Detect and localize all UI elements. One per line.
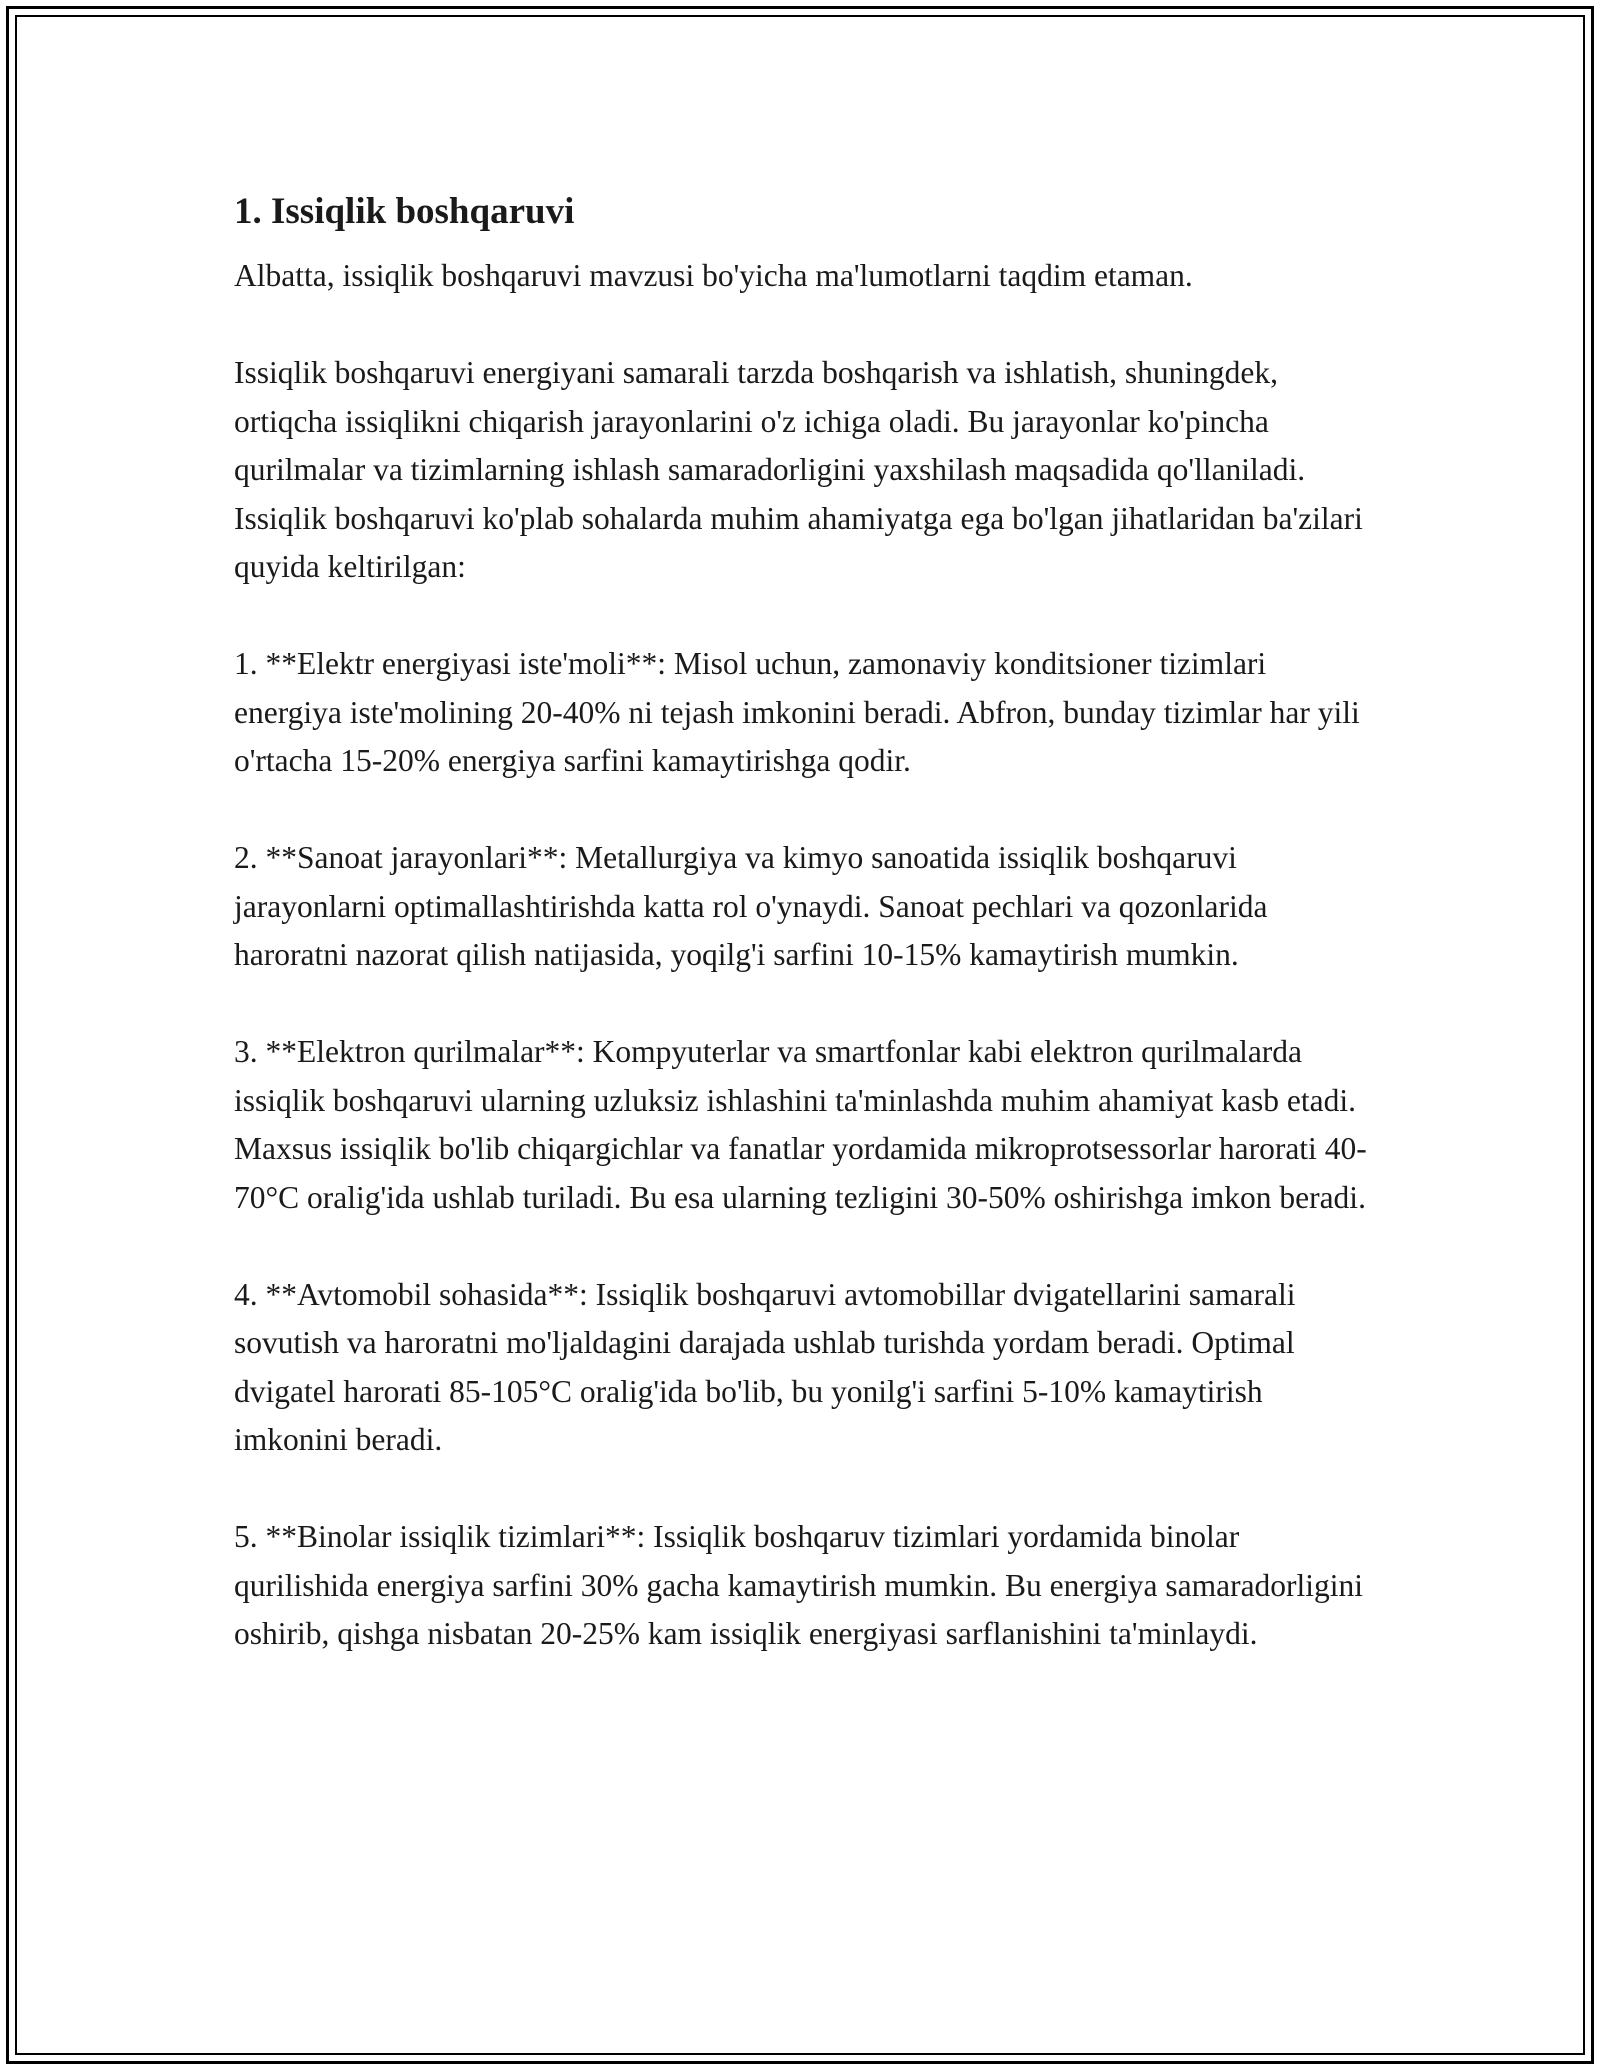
list-item: 3. **Elektron qurilmalar**: Kompyuterlar va smartfonlar kabi elektron qurilmalarda issiqlik boshqaruvi ularning uzluksiz ishlashini ta'minlashda muhim ahamiyat kasb etadi. Maxsus issiqlik bo'lib chiqargichlar va fanatlar yordamida mikroprotsessorlar harorati 40-70°C oralig'ida ushlab turiladi. Bu esa ularning tezligini 30-50% oshirishga imkon beradi.	[234, 1034, 1367, 1215]
document-body	[234, 186, 1374, 1707]
list-item: 1. **Elektr energiyasi iste'moli**: Misol uchun, zamonaviy konditsioner tizimlari energiya iste'molining 20-40% ni tejash imkonini beradi. Abfron, bunday tizimlar har yili o'rtacha 15-20% energiya sarfini kamaytirishga qodir.	[234, 646, 1360, 778]
page-title: 1. Issiqlik boshqaruvi	[234, 191, 575, 232]
overview-paragraph: Issiqlik boshqaruvi energiyani samarali tarzda boshqarish va ishlatish, shuningdek, ortiqcha issiqlikni chiqarish jarayonlarini o'z ichiga oladi. Bu jarayonlar ko'pincha qurilmalar va tizimlarning ishlash samaradorligini yaxshilash maqsadida qo'llaniladi. Issiqlik boshqaruvi ko'plab sohalarda muhim ahamiyatga ega bo'lgan jihatlaridan ba'zilari quyida keltirilgan:	[234, 355, 1363, 584]
list-item: 4. **Avtomobil sohasida**: Issiqlik boshqaruvi avtomobillar dvigatellarini samarali sovutish va haroratni mo'ljaldagini darajada ushlab turishda yordam beradi. Optimal dvigatel harorati 85-105°C oralig'ida bo'lib, bu yonilg'i sarfini 5-10% kamaytirish imkonini beradi.	[234, 1276, 1296, 1457]
list-item: 5. **Binolar issiqlik tizimlari**: Issiqlik boshqaruv tizimlari yordamida binolar qurilishida energiya sarfini 30% gacha kamaytirish mumkin. Bu energiya samaradorligini oshirib, qishga nisbatan 20-25% kam issiqlik energiyasi sarflanishini ta'minlaydi.	[234, 1519, 1364, 1651]
list-item: 2. **Sanoat jarayonlari**: Metallurgiya va kimyo sanoatida issiqlik boshqaruvi jarayonlarni optimallashtirishda katta rol o'ynaydi. Sanoat pechlari va qozonlarida haroratni nazorat qilish natijasida, yoqilg'i sarfini 10-15% kamaytirish mumkin.	[234, 840, 1268, 972]
intro-paragraph: Albatta, issiqlik boshqaruvi mavzusi bo'yicha ma'lumotlarni taqdim etaman.	[234, 258, 1193, 293]
